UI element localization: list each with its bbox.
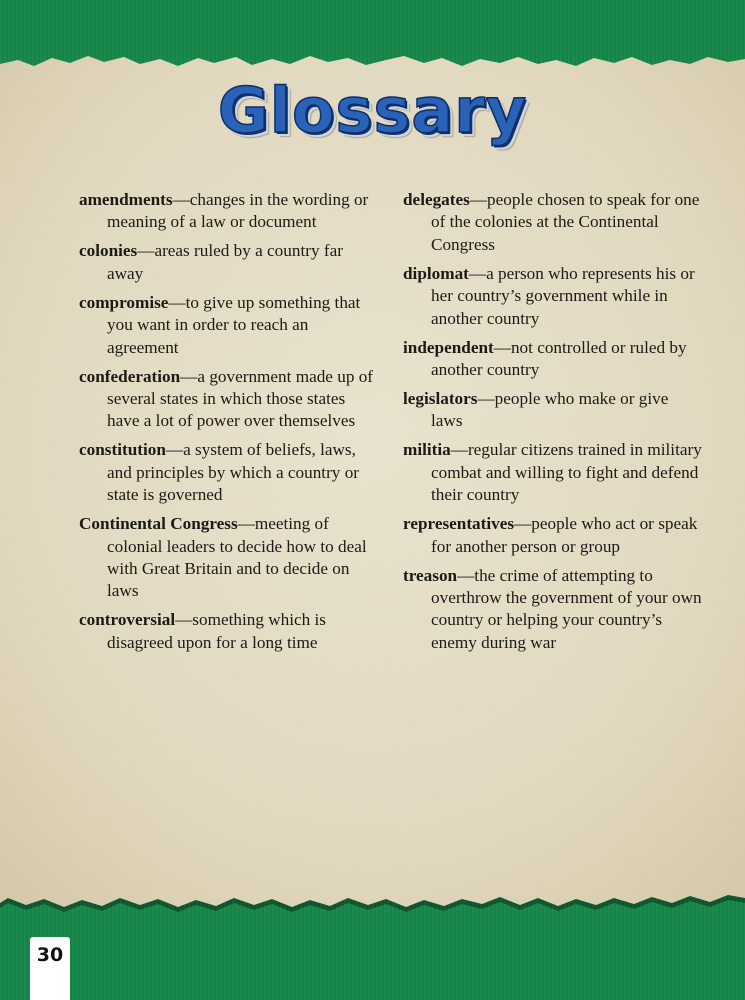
glossary-term: controversial xyxy=(79,610,176,630)
glossary-right-column xyxy=(403,189,703,661)
glossary-definition: —people chosen to speak for one of the colonies at the Continental Congress xyxy=(431,190,700,254)
glossary-term: independent xyxy=(403,337,494,357)
glossary-entry xyxy=(79,513,379,603)
glossary-term: colonies xyxy=(79,241,138,261)
glossary-entry xyxy=(403,189,703,256)
glossary-entry xyxy=(79,366,379,433)
glossary-term: amendments xyxy=(79,190,173,209)
glossary-term: constitution xyxy=(79,440,166,460)
glossary-entry xyxy=(79,609,379,654)
page-number: 30 xyxy=(36,944,64,966)
glossary-entry xyxy=(403,337,703,382)
glossary-entry xyxy=(79,292,379,359)
glossary-left-column xyxy=(79,189,379,661)
glossary-term: militia xyxy=(403,440,451,460)
glossary-term: representatives xyxy=(403,514,515,534)
glossary-term: treason xyxy=(403,565,458,585)
glossary-definition: —to give up something that you want in order to reach an agreement xyxy=(107,292,361,357)
glossary-definition: —changes in the wording or meaning of a law or document xyxy=(107,190,369,232)
glossary-term: confederation xyxy=(79,366,181,386)
glossary-definition: —a system of beliefs, laws, and principles by which a country or state is governed xyxy=(107,440,360,505)
glossary-definition: —regular citizens trained in military combat and willing to fight and defend their country xyxy=(431,440,702,505)
glossary-term: delegates xyxy=(403,190,470,209)
glossary-entry xyxy=(79,189,379,234)
glossary-definition: —a person who represents his or her country’s government while in another country xyxy=(431,263,695,328)
glossary-term: compromise xyxy=(79,292,169,312)
glossary-entry xyxy=(403,439,703,506)
glossary-entry xyxy=(403,388,703,433)
glossary-definition: —people who act or speak for another person or group xyxy=(431,514,698,556)
glossary-definition: —people who make or give laws xyxy=(431,389,669,431)
glossary-definition: —something which is disagreed upon for a long time xyxy=(107,610,326,652)
glossary-entry xyxy=(403,263,703,330)
glossary-definition: —not controlled or ruled by another country xyxy=(431,337,687,380)
glossary-definition: —the crime of attempting to overthrow the government of your own country or helping your country’s enemy during war xyxy=(431,565,702,652)
glossary-definition: —areas ruled by a country far away xyxy=(107,241,343,283)
glossary-term: diplomat xyxy=(403,263,469,283)
glossary-term: legislators xyxy=(403,389,478,409)
glossary-entry xyxy=(403,513,703,558)
glossary-entry xyxy=(79,439,379,506)
glossary-definition: —a government made up of several states in which those states have a lot of power over themselves xyxy=(107,366,374,431)
glossary-entry xyxy=(79,240,379,285)
glossary-entry xyxy=(403,565,703,655)
glossary-term: Continental Congress xyxy=(79,514,238,534)
glossary-definition: —meeting of colonial leaders to decide how to deal with Great Britain and to decide on laws xyxy=(107,514,367,601)
page-title: Glossary xyxy=(217,74,528,147)
